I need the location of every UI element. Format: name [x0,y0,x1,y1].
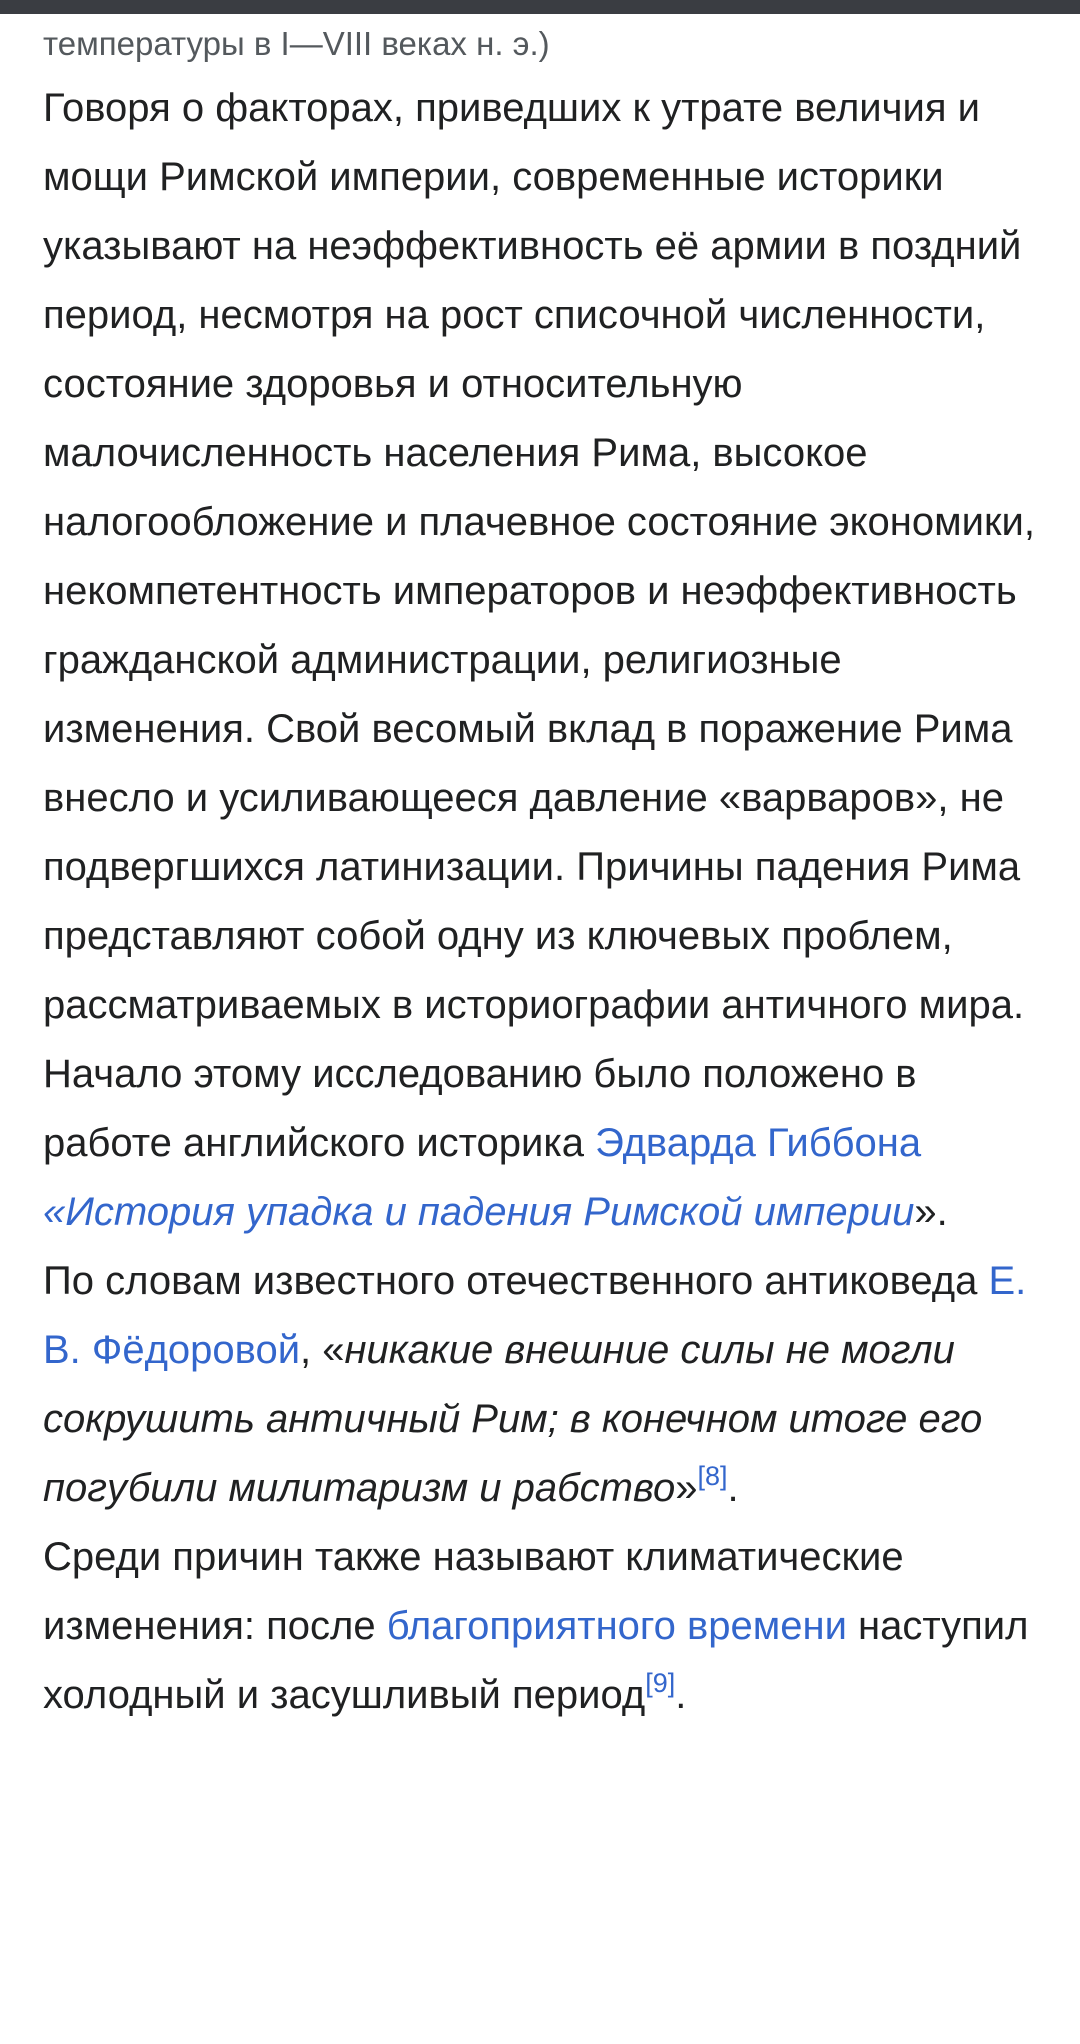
image-caption-tail: температуры в I—VIII веках н. э.) [43,25,550,62]
paragraph-text: По словам известного отечественного антиковеда [43,1259,989,1303]
link-favorable-time[interactable]: благоприятного времени [386,1604,847,1648]
reference-9[interactable]: [9] [645,1668,676,1698]
status-bar-edge [0,0,1080,14]
quote-text: никакие внешние силы не могли сокрушить античный Рим; в конечном итоге его погубили милитаризм и рабство [43,1328,983,1510]
paragraph-text: Говоря о факторах, приведших к утрате величия и мощи Римской империи, современные историки указывают на неэффективность её армии в поздний период, несмотря на рост списочной численности, состояние здоровья и относительную малочисленность населения Рима, высокое налогообложение и плачевное состояние экономики, некомпетентность императоров и неэффективность гражданской администрации, религиозные изменения. Свой весомый вклад в поражение Рима внесло и усиливающееся давление «варваров», не подвергшихся латинизации. Причины падения Рима представляют собой одну из ключевых проблем, рассматриваемых в историографии античного мира. Начало этому исследованию было положено в работе английского историка [43,86,1035,1165]
paragraph-fedorova-quote: По словам известного отечественного антиковеда Е. В. Фёдоровой, «никакие внешние силы не могли сокрушить античный Рим; в конечном итоге его погубили милитаризм и рабство»[8]. [43,1259,1027,1510]
paragraph-climate: Среди причин также называют климатические изменения: после благоприятного времени наступил холодный и засушливый период[9]. [43,1535,1029,1717]
reference-8[interactable]: [8] [697,1461,728,1491]
link-edward-gibbon[interactable]: Эдварда Гиббона [595,1121,922,1165]
link-decline-and-fall-book[interactable]: «История упадка и падения Римской империи [43,1190,915,1234]
paragraph-decline-causes [43,74,1053,1247]
paragraph-text: Среди причин также называют климатические изменения: после [43,1535,904,1648]
paragraph-tail: ». [914,1190,948,1234]
link-fedorova[interactable]: Е. В. Фёдоровой [43,1259,1027,1372]
article-content [43,14,1053,1730]
